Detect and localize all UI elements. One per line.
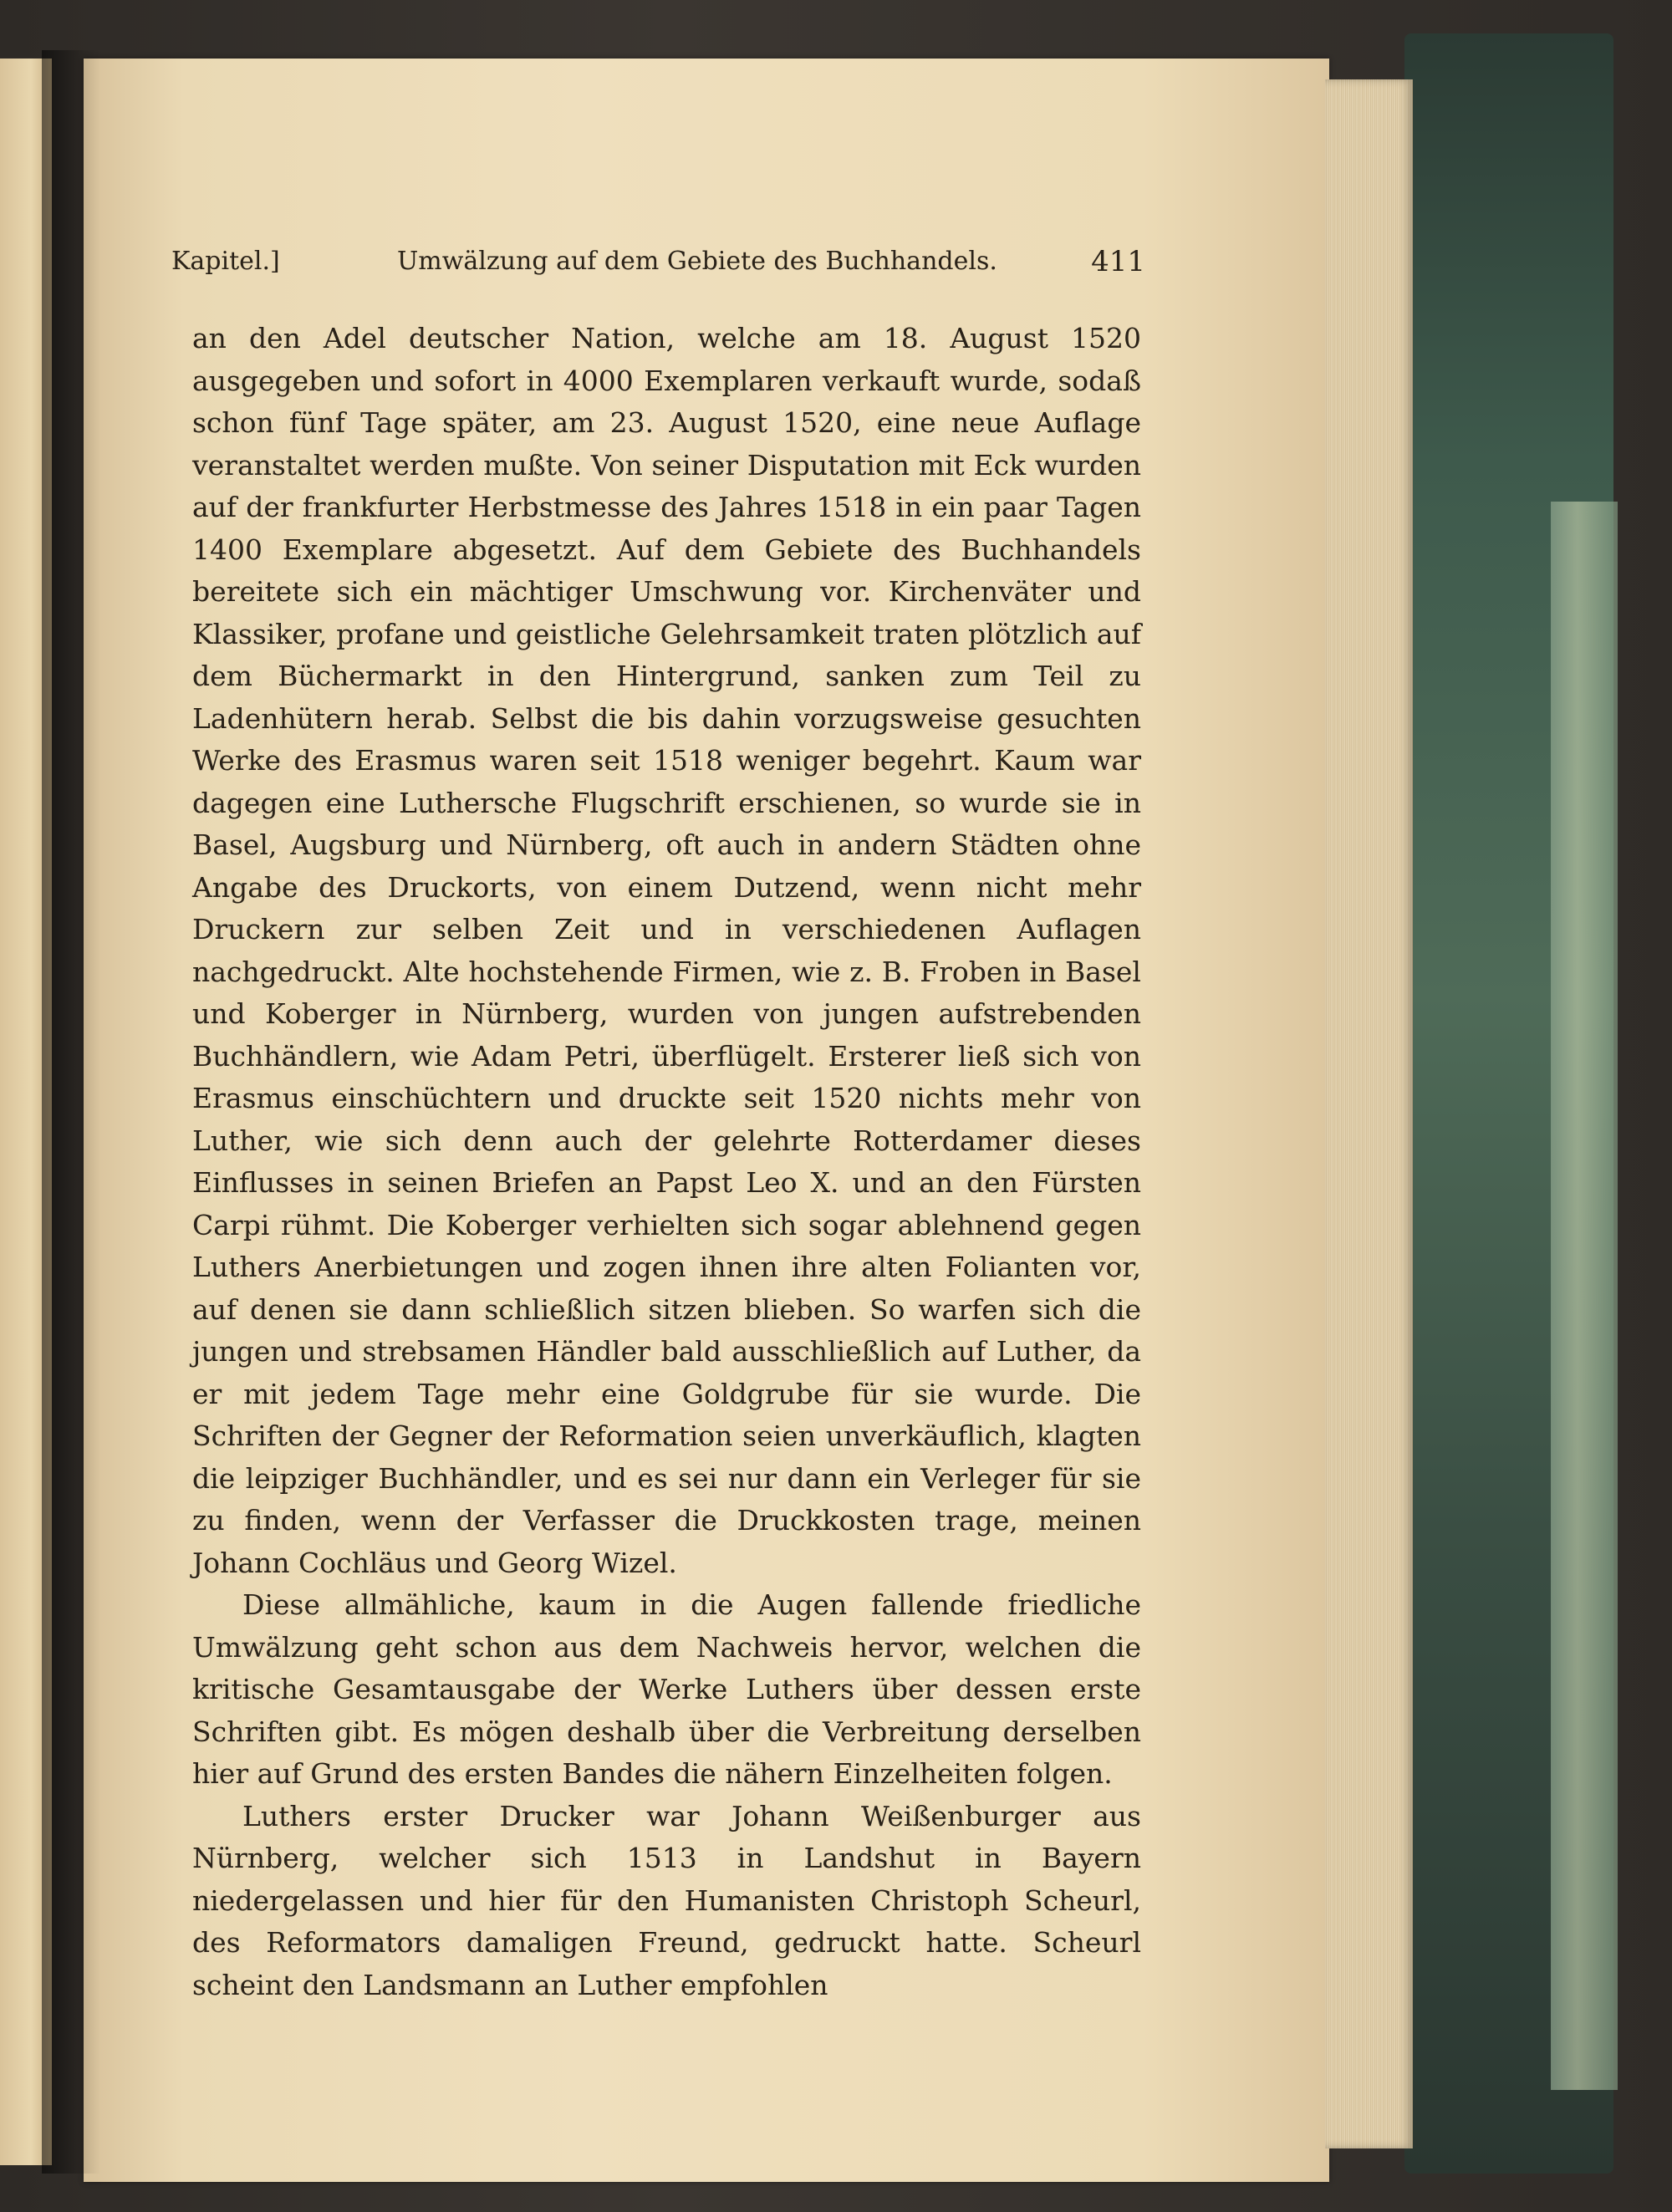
- running-header: [171, 247, 1145, 288]
- chapter-label: Kapitel.]: [171, 247, 280, 276]
- paragraph-1: an den Adel deutscher Nation, welche am 18. August 1520 ausgegeben und sofort in 4000 Exemplaren verkauft wurde, sodaß schon fünf Tage später, am 23. August 1520, eine neue Auflage veranstaltet werden mußte. Von seiner Disputation mit Eck wurden auf der frankfurter Herbstmesse des Jahres 1518 in ein paar Tagen 1400 Exemplare abgesetzt. Auf dem Gebiete des Buchhandels bereitete sich ein mächtiger Umschwung vor. Kirchenväter und Klassiker, profane und geistliche Gelehrsamkeit traten plötzlich auf dem Büchermarkt in den Hintergrund, sanken zum Teil zu Ladenhütern herab. Selbst die bis dahin vorzugsweise gesuchten Werke des Erasmus waren seit 1518 weniger begehrt. Kaum war dagegen eine Luthersche Flugschrift erschienen, so wurde sie in Basel, Augsburg und Nürnberg, oft auch in andern Städten ohne Angabe des Druckorts, von einem Dutzend, wenn nicht mehr Druckern zur selben Zeit und in verschiedenen Auflagen nachgedruckt. Alte hochstehende Firmen, wie z. B. Froben in Basel und Koberger in Nürnberg, wurden von jungen aufstrebenden Buchhändlern, wie Adam Petri, überflügelt. Ersterer ließ sich von Erasmus einschüchtern und druckte seit 1520 nichts mehr von Luther, wie sich denn auch der gelehrte Rotterdamer dieses Einflusses in seinen Briefen an Papst Leo X. und an den Fürsten Carpi rühmt. Die Koberger verhielten sich sogar ablehnend gegen Luthers Anerbietungen und zogen ihnen ihre alten Folianten vor, auf denen sie dann schließlich sitzen blieben. So warfen sich die jungen und strebsamen Händler bald ausschließlich auf Luther, da er mit jedem Tage mehr eine Goldgrube für sie wurde. Die Schriften der Gegner der Reformation seien unverkäuflich, klagten die leipziger Buchhändler, und es sei nur dann ein Verleger für sie zu finden, wenn der Verfasser die Druckkosten trage, meinen Johann Cochläus und Georg Wizel.: [192, 322, 1141, 1579]
- page-edges: [1325, 79, 1413, 2148]
- paragraph-2: Diese allmähliche, kaum in die Augen fallende friedliche Umwälzung geht schon aus dem Nachweis hervor, welchen die kritische Gesamtausgabe der Werke Luthers über dessen erste Schriften gibt. Es mögen deshalb über die Verbreitung derselben hier auf Grund des ersten Bandes die nähern Einzelheiten folgen.: [192, 1588, 1141, 1790]
- body-text: [192, 318, 1141, 2006]
- gutter-shadow: [42, 50, 100, 2174]
- cover-marbling: [1551, 502, 1618, 2090]
- paragraph-3: Luthers erster Drucker war Johann Weißenburger aus Nürnberg, welcher sich 1513 in Landshut in Bayern niedergelassen und hier für den Humanisten Christoph Scheurl, des Reformators damaligen Freund, gedruckt hatte. Scheurl scheint den Landsmann an Luther empfohlen: [192, 1799, 1141, 2001]
- running-title: Umwälzung auf dem Gebiete des Buchhandels.: [397, 247, 997, 276]
- page-number: 411: [1091, 245, 1145, 278]
